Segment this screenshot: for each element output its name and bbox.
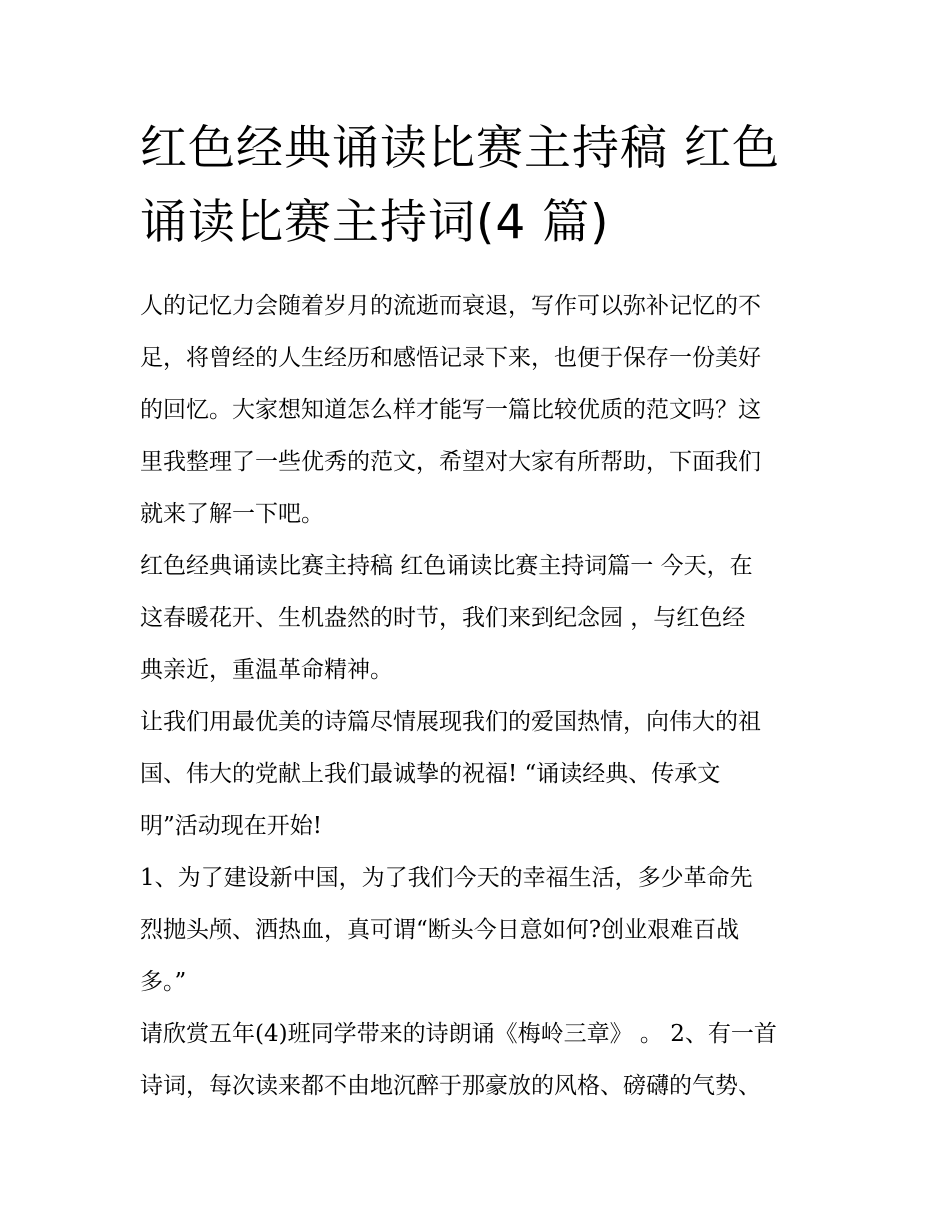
body-line: 里我整理了一些优秀的范文，希望对大家有所帮助，下面我们 (140, 449, 761, 475)
document-title (140, 112, 830, 260)
body-line: 明”活动现在开始! (140, 813, 323, 839)
body-line: 1、为了建设新中国，为了我们今天的幸福生活，多少革命先 (140, 865, 753, 891)
body-line: 多。” (140, 969, 187, 995)
body-line: 诗词，每次读来都不由地沉醉于那豪放的风格、磅礴的气势、 (140, 1073, 761, 1099)
body-line: 足，将曾经的人生经历和感悟记录下来，也便于保存一份美好 (140, 345, 761, 371)
body-line: 烈抛头颅、洒热血，真可谓“断头今日意如何?创业艰难百战 (140, 917, 740, 943)
body-line: 请欣赏五年(4)班同学带来的诗朗诵《梅岭三章》 。 2、有一首 (140, 1021, 777, 1047)
body-line: 红色经典诵读比赛主持稿 红色诵读比赛主持词篇一 今天，在 (140, 553, 753, 579)
body-line: 人的记忆力会随着岁月的流逝而衰退，写作可以弥补记忆的不 (140, 293, 761, 319)
document-body (140, 280, 820, 1112)
body-line: 就来了解一下吧。 (140, 501, 324, 527)
body-line: 的回忆。大家想知道怎么样才能写一篇比较优质的范文吗？这 (140, 397, 761, 423)
body-line: 这春暖花开、生机盎然的时节，我们来到纪念园 ，与红色经 (140, 605, 746, 631)
body-line: 让我们用最优美的诗篇尽情展现我们的爱国热情，向伟大的祖 (140, 709, 761, 735)
body-line: 国、伟大的党献上我们最诚挚的祝福! “诵读经典、传承文 (140, 761, 721, 787)
title-line: 诵读比赛主持词(4 篇) (140, 195, 610, 250)
title-line: 红色经典诵读比赛主持稿 红色 (140, 121, 780, 176)
body-line: 典亲近，重温革命精神。 (140, 657, 393, 683)
